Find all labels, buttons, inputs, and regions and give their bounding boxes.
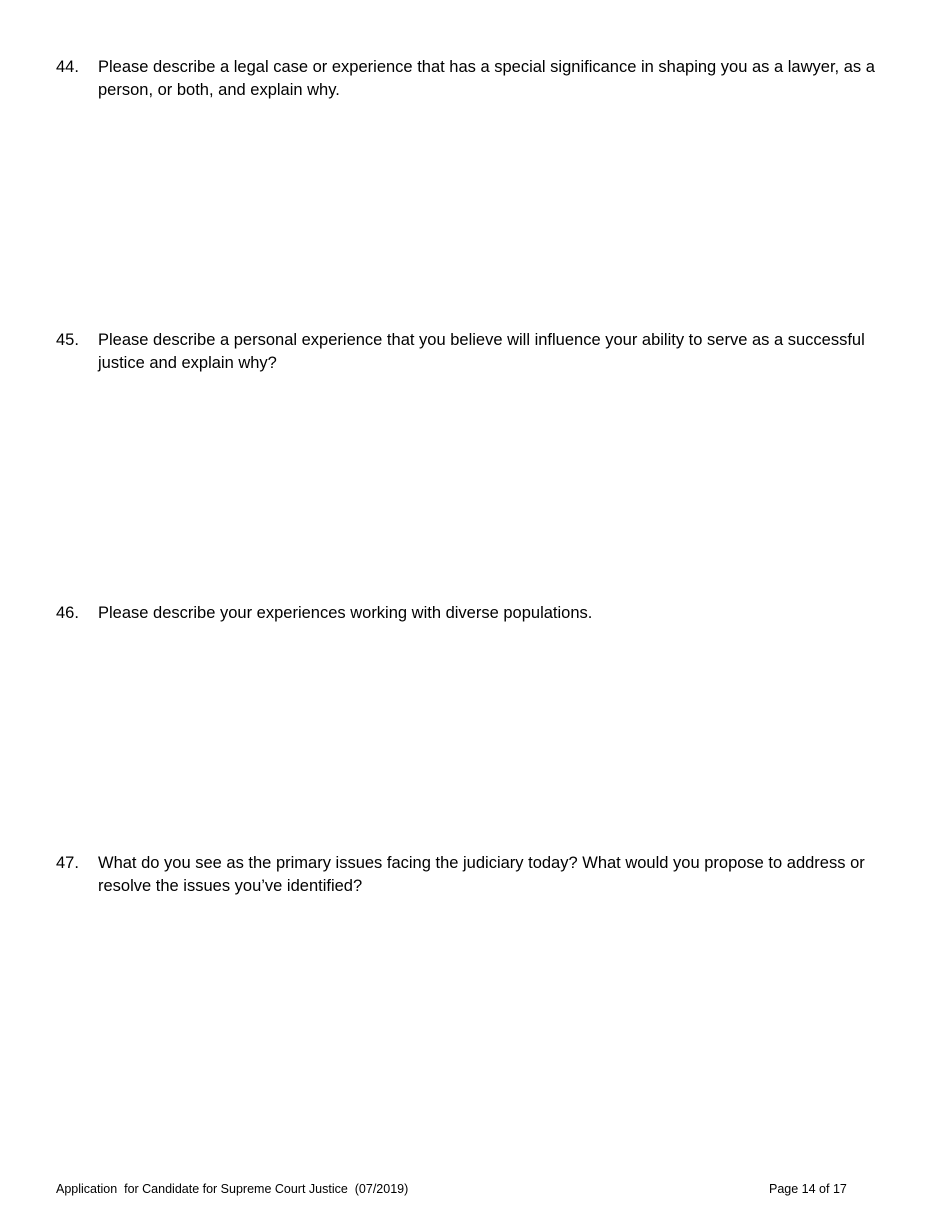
question-number: 47. [56,854,79,872]
question-number: 45. [56,331,79,349]
question-number: 46. [56,604,79,622]
question-44 [56,56,898,102]
question-text: What do you see as the primary issues facing the judiciary today? What would you propose to address or resolve the issues you’ve identified? [98,854,865,895]
question-text: Please describe your experiences working with diverse populations. [98,604,593,622]
question-text: Please describe a personal experience that you believe will influence your ability to serve as a successful justice and explain why? [98,331,865,372]
footer-form-title: Application for Candidate for Supreme Court Justice (07/2019) [56,1182,409,1196]
question-text: Please describe a legal case or experience that has a special significance in shaping you as a lawyer, as a person, or both, and explain why. [98,58,875,99]
question-number: 44. [56,58,79,76]
footer-page-number: Page 14 of 17 [769,1182,847,1196]
question-45 [56,329,898,375]
question-46 [56,602,898,625]
question-47 [56,852,898,898]
